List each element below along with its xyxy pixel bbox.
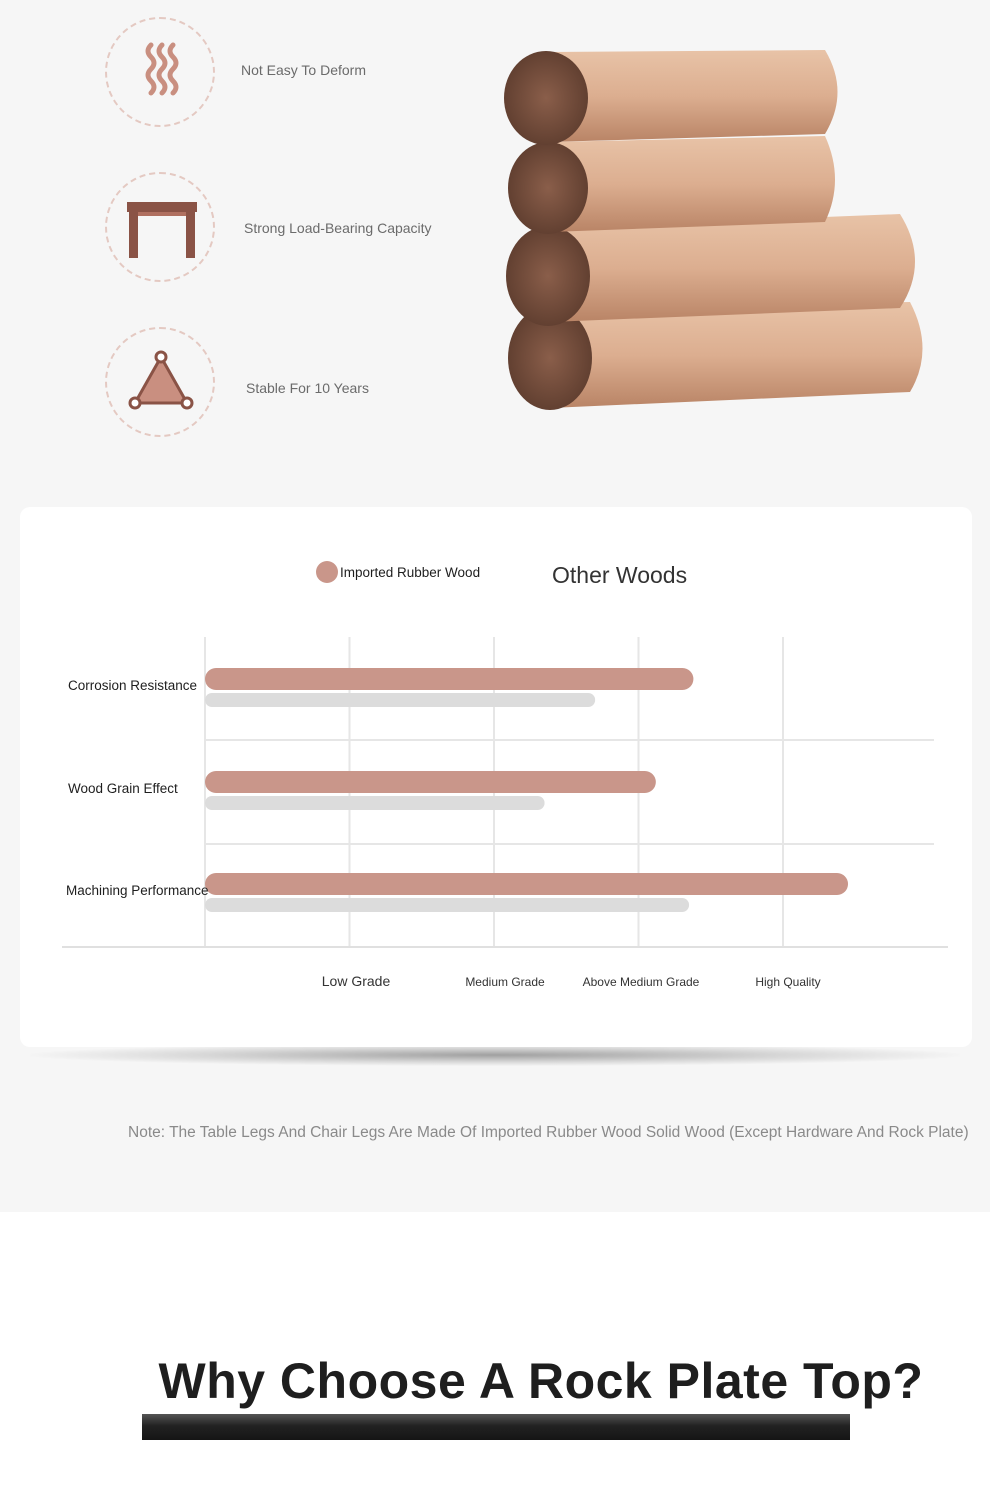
comparison-chart (20, 507, 972, 1047)
x-tick-label: Low Grade (321, 973, 391, 989)
comparison-chart-card (20, 507, 972, 1047)
bar-other-woods (205, 898, 689, 912)
feature-label: Not Easy To Deform (241, 62, 367, 78)
feature-stable (0, 327, 480, 447)
feature-icon-circle (105, 327, 215, 437)
x-tick-label: Above Medium Grade (582, 975, 700, 989)
feature-load-bearing (0, 172, 480, 292)
category-label: Corrosion Resistance (68, 678, 198, 693)
x-tick-label: High Quality (755, 975, 821, 989)
bar-other-woods (205, 796, 545, 810)
feature-icon-circle (105, 17, 215, 127)
note-text: Note: The Table Legs And Chair Legs Are Made Of Imported Rubber Wood Solid Wood (Except Hardware And Rock Plate) (128, 1124, 969, 1141)
legend-label: Other Woods (552, 562, 688, 588)
bar-imported-rubber-wood (205, 873, 848, 895)
category-label: Wood Grain Effect (68, 781, 178, 796)
legend-label: Imported Rubber Wood (340, 565, 481, 580)
table-frame-icon (107, 174, 213, 280)
headline-underline (142, 1414, 850, 1440)
card-shadow (30, 1044, 960, 1066)
bar-other-woods (205, 693, 595, 707)
category-label: Machining Performance (66, 883, 209, 898)
triangle-icon (107, 329, 213, 435)
x-tick-label: Medium Grade (465, 975, 545, 989)
legend-swatch (316, 561, 338, 583)
bar-imported-rubber-wood (205, 668, 693, 690)
wood-log (508, 136, 835, 234)
feature-label: Strong Load-Bearing Capacity (244, 220, 432, 236)
wood-logs-image (490, 30, 940, 440)
wave-icon (107, 19, 213, 125)
bar-imported-rubber-wood (205, 771, 656, 793)
feature-label: Stable For 10 Years (246, 380, 369, 396)
feature-not-easy-to-deform (0, 17, 480, 137)
feature-icon-circle (105, 172, 215, 282)
wood-log (504, 50, 838, 145)
section-headline: Why Choose A Rock Plate Top? (158, 1353, 924, 1409)
